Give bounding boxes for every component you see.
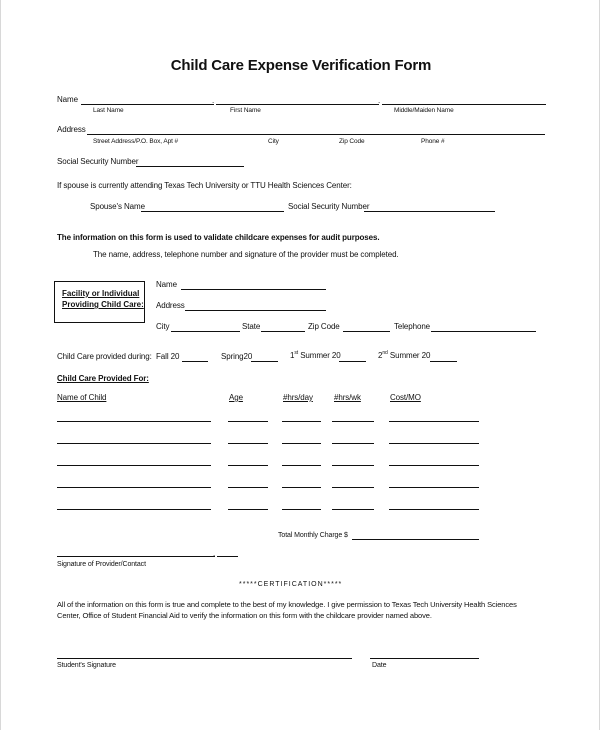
row5-cost-line[interactable] [389,509,479,510]
row5-hrswk-line[interactable] [332,509,374,510]
provider-state-line [261,331,305,332]
term-summer1-sup: st [294,350,299,356]
term-summer2-input[interactable] [431,350,456,360]
address-line [87,134,545,135]
provider-state-label: State [242,322,261,331]
spouse-name-input[interactable] [143,200,282,210]
name-separator-2: . [378,96,381,105]
provider-city-label: City [156,322,170,331]
provider-signature-label: Signature of Provider/Contact [57,561,146,568]
col-header-cost: Cost/MO [390,393,421,402]
provider-signature-line-b [217,556,238,557]
date-line[interactable] [370,658,479,659]
ssn-line [136,166,244,167]
term-summer2-line [430,361,457,362]
provider-name-line [181,289,326,290]
row4-hrsday-line[interactable] [282,487,321,488]
term-summer2-label [378,351,430,361]
row4-cost-line[interactable] [389,487,479,488]
col-header-hrs-wk: #hrs/wk [334,393,361,402]
spouse-ssn-line [364,211,495,212]
row1-name-line[interactable] [57,421,211,422]
spouse-ssn-label: Social Security Number [288,202,370,211]
terms-label: Child Care provided during: [57,352,152,361]
row4-hrswk-line[interactable] [332,487,374,488]
term-summer1-num: 1 [290,351,295,360]
provider-signature-separator: . [213,549,216,558]
provider-box-line2: Providing Child Care: [62,300,144,309]
term-summer2-sup: nd [382,350,388,356]
row4-age-line[interactable] [228,487,268,488]
term-spring-input[interactable] [252,350,277,360]
provider-phone-input[interactable] [433,320,534,330]
row3-hrsday-line[interactable] [282,465,321,466]
children-heading: Child Care Provided For: [57,374,149,383]
row2-name-line[interactable] [57,443,211,444]
street-caption: Street Address/P.O. Box, Apt # [93,138,179,145]
term-spring-line [251,361,278,362]
last-name-input[interactable] [83,93,211,103]
spouse-name-line [141,211,284,212]
name-separator-1: . [212,96,215,105]
row2-age-line[interactable] [228,443,268,444]
row1-cost-line[interactable] [389,421,479,422]
first-name-caption: First Name [230,107,261,114]
provider-signature-line-a [57,556,215,557]
provider-phone-label: Telephone [394,322,431,331]
phone-caption: Phone # [421,138,445,145]
student-signature-line[interactable] [57,658,352,659]
provider-address-input[interactable] [187,299,324,309]
provider-address-label: Address [156,301,185,310]
provider-city-input[interactable] [173,320,238,330]
address-label: Address [57,125,86,134]
middle-name-caption: Middle/Maiden Name [394,107,454,114]
provider-zip-label: Zip Code [308,322,340,331]
provider-box-line1: Facility or Individual [62,289,140,298]
city-caption: City [268,138,279,145]
term-summer2-text: Summer 20 [389,351,431,360]
term-fall-label: Fall 20 [156,352,180,361]
col-header-name: Name of Child [57,393,107,402]
row4-name-line[interactable] [57,487,211,488]
spouse-ssn-input[interactable] [366,200,493,210]
term-summer2-num: 2 [378,351,383,360]
last-name-line [81,104,214,105]
first-name-line [216,104,379,105]
provider-box-text [62,288,144,310]
middle-name-line [382,104,546,105]
provider-address-line [185,310,326,311]
spouse-intro: If spouse is currently attending Texas Tech University or TTU Health Sciences Center: [57,181,352,190]
certification-heading: *****CERTIFICATION***** [239,581,343,588]
term-summer1-label [290,351,341,361]
row3-name-line[interactable] [57,465,211,466]
term-summer1-input[interactable] [340,350,365,360]
provider-name-input[interactable] [183,278,324,288]
name-label: Name [57,95,78,104]
col-header-hrs-day: #hrs/day [283,393,313,402]
row5-name-line[interactable] [57,509,211,510]
col-header-age: Age [229,393,243,402]
row2-hrswk-line[interactable] [332,443,374,444]
provider-city-line [171,331,240,332]
provider-zip-input[interactable] [345,320,388,330]
certification-text-line1: All of the information on this form is true and complete to the best of my knowledge. I give permission to Texas Tech University Health Sciences [57,600,517,609]
row1-age-line[interactable] [228,421,268,422]
provider-phone-line [431,331,536,332]
term-fall-input[interactable] [183,350,207,360]
first-name-input[interactable] [218,93,376,103]
total-monthly-line [352,539,479,540]
provider-zip-line [343,331,390,332]
row5-age-line[interactable] [228,509,268,510]
row2-hrsday-line[interactable] [282,443,321,444]
term-spring-label: Spring20 [221,352,253,361]
term-fall-line [182,361,208,362]
row3-age-line[interactable] [228,465,268,466]
total-monthly-label: Total Monthly Charge $ [278,532,348,539]
zip-caption: Zip Code [339,138,365,145]
ssn-input[interactable] [138,155,242,165]
provider-state-input[interactable] [263,320,303,330]
row2-cost-line[interactable] [389,443,479,444]
term-summer1-line [339,361,366,362]
ssn-label: Social Security Number [57,157,139,166]
row3-cost-line[interactable] [389,465,479,466]
total-monthly-input[interactable] [354,528,477,538]
last-name-caption: Last Name [93,107,124,114]
middle-name-input[interactable] [384,93,544,103]
provider-name-label: Name [156,280,177,289]
date-label: Date [372,662,387,669]
form-title: Child Care Expense Verification Form [170,57,432,74]
notice-bold: The information on this form is used to validate childcare expenses for audit purposes. [57,233,380,242]
row3-hrswk-line[interactable] [332,465,374,466]
row5-hrsday-line[interactable] [282,509,321,510]
address-input[interactable] [89,123,543,133]
certification-text-line2: Center, Office of Student Financial Aid to verify the information on this form with the childcare provider named above. [57,611,432,620]
row1-hrsday-line[interactable] [282,421,321,422]
notice-line: The name, address, telephone number and signature of the provider must be completed. [93,250,399,259]
student-signature-label: Student's Signature [57,662,116,669]
provider-box [54,281,145,323]
spouse-name-label: Spouse's Name [90,202,145,211]
row1-hrswk-line[interactable] [332,421,374,422]
term-summer1-text: Summer 20 [300,351,341,360]
